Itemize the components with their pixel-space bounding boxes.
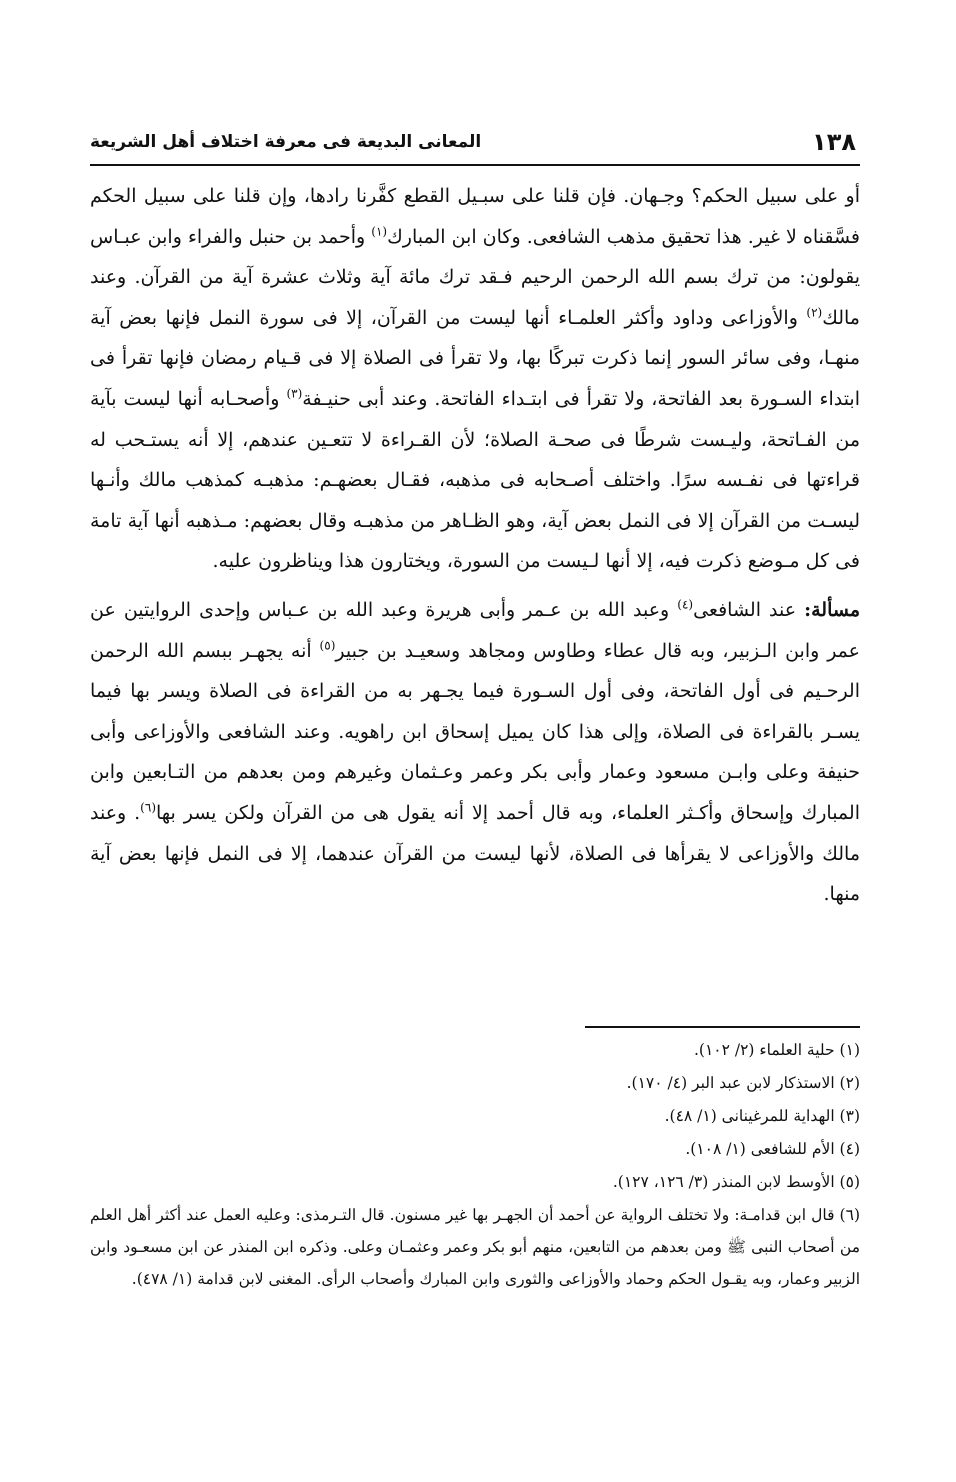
issue-label: مسألة: [804, 598, 860, 621]
footnote-ref-4: (٤) [677, 597, 694, 612]
footnote-ref-1: (١) [371, 224, 388, 239]
footnote-4: (٤) الأم للشافعى (١/ ١٠٨). [685, 1140, 860, 1158]
footnote-6: (٦) قال ابن قدامـة: ولا تختلف الرواية عن أحمد أن الجهـر بها غير مسنون. قال التـرمذى: وعليه العمل عند أكثر أهل العلم من أصحاب النبى ﷺ ومن بعدهم من التابعين، منهم أبو بكر وعمر وعثمـان وعلى. وذكره ابن المنذر عن ابن مسعـود وابن الزبير وعمار، وبه يقـول الحكم وحماد والأوزاعى والثورى وابن المبارك وأصحاب الرأى. المغنى لابن قدامة (١/ ٤٧٨). [90, 1206, 860, 1288]
main-text [90, 176, 860, 915]
page-header [90, 122, 860, 166]
text-segment: أنه يجهـر ببسم الله الرحمن الرحـيم فى أول الفاتحة، وفى أول السـورة فيما يجـهر به من القراءة فى الصلاة ويسر بها فيما يسـر بالقراءة فى الصلاة، وإلى هذا كان يميل إسحاق ابن راهويه. وعند الشافعى والأوزاعى وأبى حنيفة وعلى وابـن مسعود وعمار وأبى بكر وعمر وعـثمان وغيرهم ومن بعدهم من التـابعين وابن المبارك وإسحاق وأكـثر العلماء، وبه قال أحمد إلا أنه يقول هى من القرآن ولكن يسر بها [90, 639, 860, 824]
text-segment: عند الشافعى [693, 598, 805, 621]
footnote-3: (٣) الهداية للمرغينانى (١/ ٤٨). [664, 1107, 860, 1125]
footnote-5: (٥) الأوسط لابن المنذر (٣/ ١٢٦، ١٢٧). [612, 1173, 860, 1191]
footnote-divider [585, 1026, 860, 1028]
text-segment: أو على سبيل الحكم؟ وجـهان. فإن قلنا على سبـيل القطع كفَّرنا رادها، وإن قلنا على سبيل الحكم فسَّقناه لا غير. هذا تحقيق مذهب الشافعى. وكان ابن المبارك [90, 185, 861, 248]
footnote-ref-3: (٣) [286, 386, 303, 401]
footnote-ref-6: (٦) [140, 800, 156, 815]
page-number: ١٣٨ [812, 128, 856, 156]
text-segment: وعبد الله بن عـمر وأبى هريرة وعبد الله بن عـباس وإحدى الروايتين عن عمر وابن الـزبير، وبه قال عطاء وطاوس ومجاهد وسعيـد بن جبير [90, 598, 860, 662]
footnote-ref-2: (٢) [806, 305, 823, 320]
text-segment: وأصحـابه أنها ليست بآية من الفـاتحة، وليـست شرطًا فى صحـة الصلاة؛ لأن القـراءة لا تتعـين عندهم، إلا أنه يستـحب له قراءتها فى نفـسه سرًا. واختلف أصـحابه فى مذهبه، فقـال بعضهـم: مذهبـه كمذهب مالك وأنـها ليسـت من القرآن إلا فى النمل بعض آية، وهو الظـاهر من مذهبـه وقال بعضهم: مـذهبه أنها آية تامة فى كل مـوضع ذكرت فيه، إلا أنها لـيست من السورة، ويختارون هذا ويناظرون عليه. [90, 387, 860, 573]
paragraph-2 [90, 590, 860, 915]
footnote-2: (٢) الاستذكار لابن عبد البر (٤/ ١٧٠). [626, 1074, 860, 1092]
footnotes [90, 1034, 860, 1295]
paragraph-1 [90, 176, 860, 582]
text-segment: والأوزاعى وداود وأكثر العلمـاء أنها ليست من القرآن، إلا فى سورة النمل فإنها بعض آية منهـا، وفى سائر السور إنما ذكرت تبركًا بها، ولا تقرأ فى الصلاة إلا فى قـيام رمضان فإنها تقرأ فى ابتداء السـورة بعد الفاتحة، ولا تقرأ فى ابتـداء الفاتحة. وعند أبى حنيـفة [90, 306, 861, 410]
text-segment: . وعند مالك والأوزاعى لا يقرأها فى الصلاة، لأنها ليست من القرآن عندهما، إلا فى النمل فإنها بعض آية منها. [90, 801, 860, 906]
text-segment: وأحمد بن حنبل والفراء وابن عبـاس يقولون: من ترك بسم الله الرحمن الرحيم فـقد ترك مائة آية وثلاث عشرة آية من القرآن. وعند مالك [90, 225, 860, 329]
footnote-ref-5: (٥) [319, 638, 336, 653]
footnote-1: (١) حلية العلماء (٢/ ١٠٢). [693, 1041, 860, 1059]
running-title: المعانى البديعة فى معرفة اختلاف أهل الشريعة [90, 132, 482, 152]
